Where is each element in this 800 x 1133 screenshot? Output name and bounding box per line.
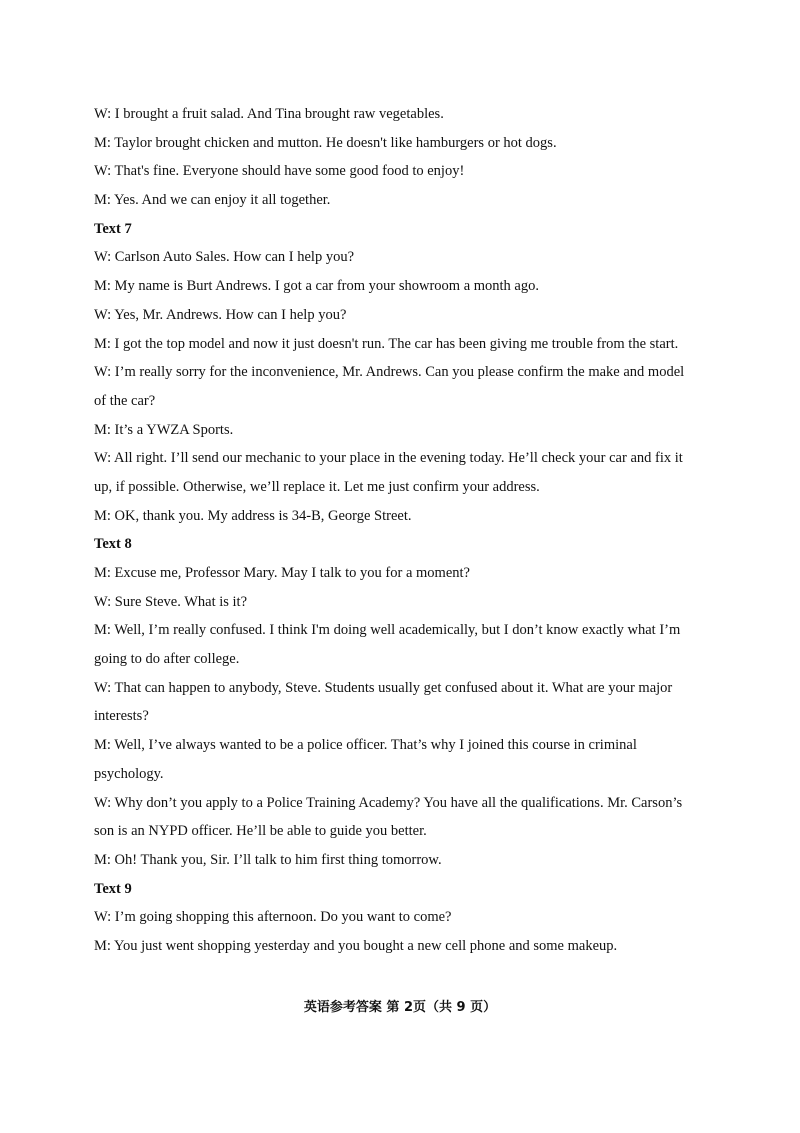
dialogue-line: W: Carlson Auto Sales. How can I help you? — [94, 249, 355, 266]
dialogue-line: M: Oh! Thank you, Sir. I’ll talk to him first thing tomorrow. — [94, 851, 442, 868]
dialogue-line: W: All right. I’ll send our mechanic to your place in the evening today. He’ll check your car and fix it — [94, 450, 683, 467]
dialogue-line: M: My name is Burt Andrews. I got a car from your showroom a month ago. — [94, 278, 539, 295]
dialogue-line: son is an NYPD officer. He’ll be able to guide you better. — [94, 823, 427, 840]
section-heading: Text 9 — [94, 880, 132, 897]
dialogue-line: M: Taylor brought chicken and mutton. He doesn't like hamburgers or hot dogs. — [94, 134, 557, 151]
dialogue-line: going to do after college. — [94, 651, 240, 668]
dialogue-line: W: That's fine. Everyone should have some good food to enjoy! — [94, 163, 465, 180]
page-footer: 英语参考答案 第 2页（共 9 页） — [303, 1000, 497, 1015]
dialogue-line: W: I brought a fruit salad. And Tina brought raw vegetables. — [94, 106, 444, 122]
dialogue-line: M: You just went shopping yesterday and you bought a new cell phone and some makeup. — [94, 937, 618, 954]
dialogue-line: M: Excuse me, Professor Mary. May I talk to you for a moment? — [94, 565, 470, 581]
dialogue-line: W: I’m really sorry for the inconvenience, Mr. Andrews. Can you please confirm the make and model — [94, 364, 685, 381]
dialogue-line: W: That can happen to anybody, Steve. Students usually get confused about it. What are your major — [94, 679, 673, 696]
dialogue-line: psychology. — [94, 765, 164, 782]
dialogue-line: M: Well, I’m really confused. I think I'm doing well academically, but I don’t know exactly what I’m — [94, 622, 681, 639]
dialogue-line: M: OK, thank you. My address is 34-B, George Street. — [94, 507, 412, 524]
dialogue-line: interests? — [94, 708, 149, 725]
dialogue-line: M: Well, I’ve always wanted to be a police officer. That’s why I joined this course in criminal — [94, 737, 637, 754]
dialogue-line: W: Yes, Mr. Andrews. How can I help you? — [94, 306, 347, 323]
dialogue-line: W: Sure Steve. What is it? — [94, 593, 248, 610]
dialogue-line: M: Yes. And we can enjoy it all together. — [94, 192, 331, 209]
dialogue-line: up, if possible. Otherwise, we’ll replace it. Let me just confirm your address. — [94, 478, 540, 495]
dialogue-line: M: I got the top model and now it just doesn't run. The car has been giving me trouble from the start. — [94, 335, 679, 352]
dialogue-line: M: It’s a YWZA Sports. — [94, 421, 234, 438]
section-heading: Text 7 — [94, 220, 132, 237]
dialogue-line: W: Why don’t you apply to a Police Training Academy? You have all the qualifications. Mr. Carson’s — [94, 794, 683, 811]
transcript-body — [94, 100, 714, 961]
dialogue-line: W: I’m going shopping this afternoon. Do you want to come? — [94, 909, 452, 926]
section-heading: Text 8 — [94, 536, 132, 553]
dialogue-line: of the car? — [94, 392, 156, 409]
